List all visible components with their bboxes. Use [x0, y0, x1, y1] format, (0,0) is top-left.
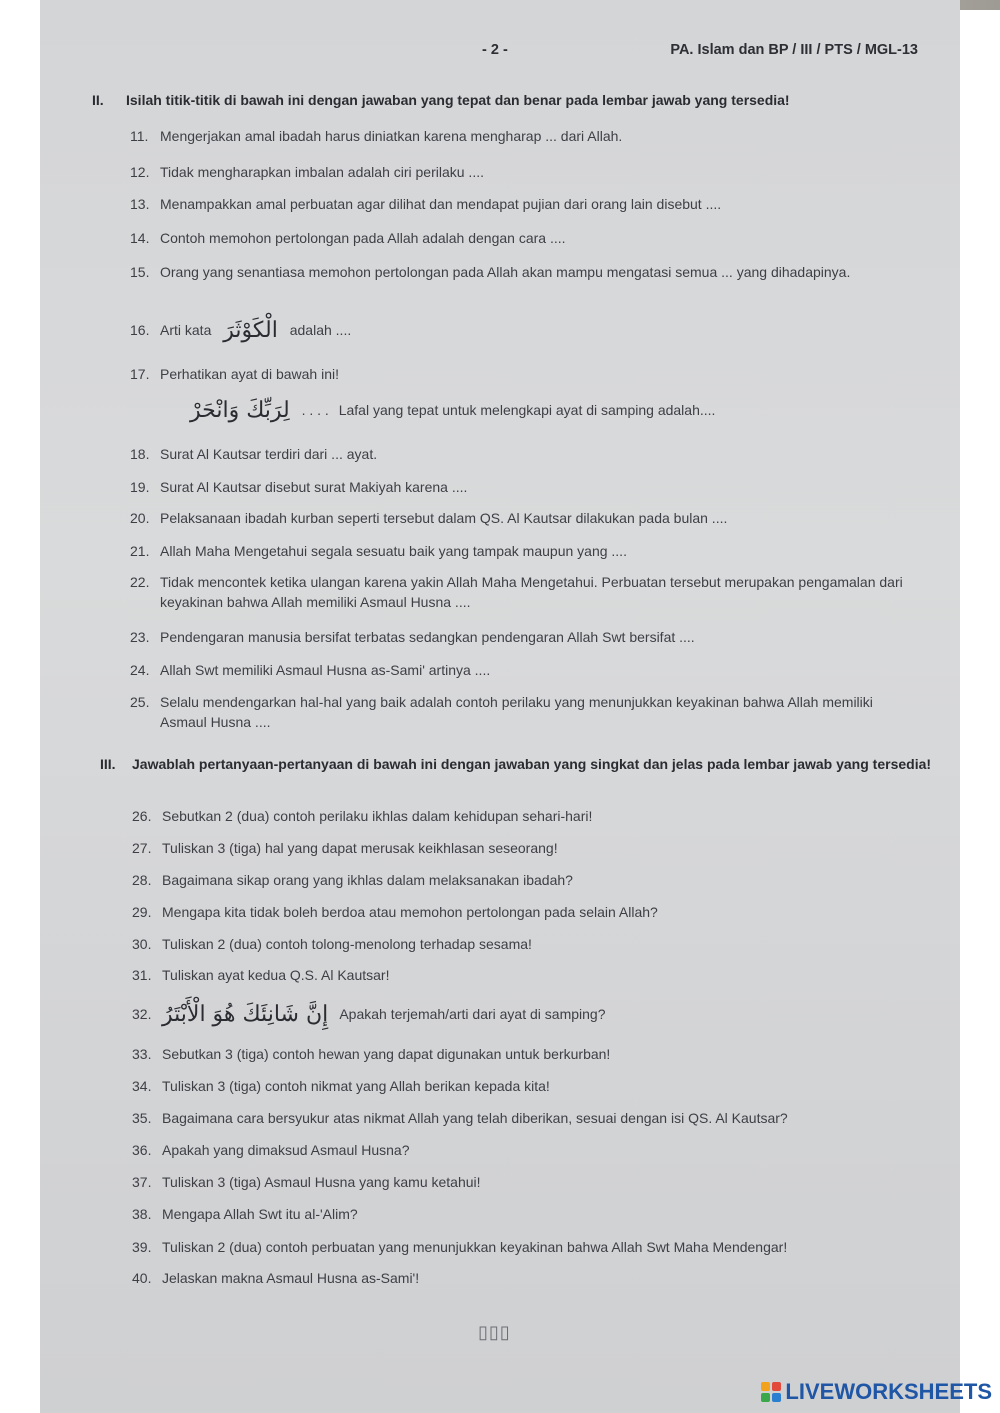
arabic-ayat: لِرَبِّكَ وَانْحَرْ: [190, 398, 290, 424]
question-number: 37.: [132, 1174, 152, 1190]
question-text: Pelaksanaan ibadah kurban seperti tersebut dalam QS. Al Kautsar dilakukan pada bulan ....: [160, 510, 728, 526]
question-text: Tuliskan 3 (tiga) hal yang dapat merusak keikhlasan seseorang!: [162, 840, 558, 856]
question-number: 28.: [132, 872, 152, 888]
question-text: Allah Swt memiliki Asmaul Husna as-Sami' artinya ....: [160, 662, 491, 678]
question-number: 34.: [132, 1078, 152, 1094]
question-number: 11.: [130, 128, 149, 144]
question-text-after: Apakah terjemah/arti dari ayat di samping?: [339, 1006, 606, 1022]
section-3-numeral: III.: [100, 756, 116, 772]
question-number: 36.: [132, 1142, 152, 1158]
document-code: PA. Islam dan BP / III / PTS / MGL-13: [670, 42, 918, 58]
ayat-line: [190, 398, 945, 424]
question-number: 17.: [130, 366, 150, 382]
question-number: 15.: [130, 264, 150, 280]
question-text-before: Arti kata: [160, 322, 212, 338]
page-header: [40, 42, 960, 64]
question-text: [162, 1002, 917, 1028]
question-text: Bagaimana cara bersyukur atas nikmat Allah yang telah diberikan, sesuai dengan isi QS. Al Kautsar?: [162, 1110, 788, 1126]
question-text: Jelaskan makna Asmaul Husna as-Sami'!: [162, 1270, 420, 1286]
question-text: Lafal yang tepat untuk melengkapi ayat di samping adalah....: [338, 402, 716, 418]
section-3-instruction: Jawablah pertanyaan-pertanyaan di bawah ini dengan jawaban yang singkat dan jelas pada lembar jawab yang tersedia!: [132, 756, 932, 772]
page-end-ornament: ▯▯▯: [478, 1322, 511, 1342]
question-text: Contoh memohon pertolongan pada Allah adalah dengan cara ....: [160, 230, 566, 246]
question-text: Surat Al Kautsar terdiri dari ... ayat.: [160, 446, 378, 462]
question-number: 30.: [132, 936, 152, 952]
question-text: Tuliskan 2 (dua) contoh perbuatan yang menunjukkan keyakinan bahwa Allah Swt Maha Mendengar!: [162, 1239, 788, 1255]
question-number: 14.: [130, 230, 150, 246]
question-text: Selalu mendengarkan hal-hal yang baik adalah contoh perilaku yang menunjukkan keyakinan bahwa Allah memiliki Asmaul Husna ....: [160, 694, 873, 730]
question-text: [160, 318, 915, 344]
question-text: Apakah yang dimaksud Asmaul Husna?: [162, 1142, 410, 1158]
question-text: Sebutkan 2 (dua) contoh perilaku ikhlas dalam kehidupan sehari-hari!: [162, 808, 593, 824]
arabic-word: الْكَوْثَرَ: [223, 318, 278, 344]
question-number: 35.: [132, 1110, 152, 1126]
question-number: 32.: [132, 1006, 152, 1022]
question-text: Tuliskan 2 (dua) contoh tolong-menolong terhadap sesama!: [162, 936, 532, 952]
left-margin: [0, 0, 40, 1413]
worksheet-page: [40, 0, 960, 1413]
liveworksheets-logo-icon: [761, 1382, 781, 1402]
question-text: Pendengaran manusia bersifat terbatas sedangkan pendengaran Allah Swt bersifat ....: [160, 629, 695, 645]
question-number: 26.: [132, 808, 152, 824]
question-text: Sebutkan 3 (tiga) contoh hewan yang dapat digunakan untuk berkurban!: [162, 1046, 611, 1062]
question-text: Mengapa Allah Swt itu al-'Alim?: [162, 1206, 358, 1222]
arabic-ayat: إِنَّ شَانِئَكَ هُوَ الْأَبْتَرُ: [162, 1002, 329, 1028]
question-number: 20.: [130, 510, 150, 526]
question-text: Menampakkan amal perbuatan agar dilihat dan mendapat pujian dari orang lain disebut ....: [160, 196, 722, 212]
question-number: 33.: [132, 1046, 152, 1062]
question-number: 27.: [132, 840, 152, 856]
section-2-instruction: Isilah titik-titik di bawah ini dengan jawaban yang tepat dan benar pada lembar jawab yang tersedia!: [126, 92, 790, 108]
blank-dots: . . . .: [301, 402, 329, 418]
question-number: 38.: [132, 1206, 152, 1222]
question-number: 29.: [132, 904, 152, 920]
question-number: 40.: [132, 1270, 152, 1286]
question-text: Mengapa kita tidak boleh berdoa atau memohon pertolongan pada selain Allah?: [162, 904, 658, 920]
question-text: Allah Maha Mengetahui segala sesuatu baik yang tampak maupun yang ....: [160, 543, 627, 559]
section-2-numeral: II.: [92, 92, 104, 108]
question-number: 22.: [130, 574, 150, 590]
question-number: 39.: [132, 1239, 152, 1255]
question-text: Perhatikan ayat di bawah ini!: [160, 366, 339, 382]
question-text: Mengerjakan amal ibadah harus diniatkan karena mengharap ... dari Allah.: [160, 128, 623, 144]
page-number: - 2 -: [482, 42, 508, 58]
question-number: 18.: [130, 446, 150, 462]
question-number: 16.: [130, 322, 150, 338]
question-number: 13.: [130, 196, 150, 212]
question-text: Tuliskan 3 (tiga) contoh nikmat yang Allah berikan kepada kita!: [162, 1078, 550, 1094]
question-number: 31.: [132, 967, 152, 983]
question-text: Tidak mengharapkan imbalan adalah ciri perilaku ....: [160, 164, 484, 180]
watermark-text: LIVEWORKSHEETS: [785, 1379, 992, 1404]
question-number: 25.: [130, 694, 150, 710]
question-number: 23.: [130, 629, 150, 645]
question-number: 19.: [130, 479, 150, 495]
question-text: Tuliskan ayat kedua Q.S. Al Kautsar!: [162, 967, 390, 983]
liveworksheets-watermark: [761, 1380, 992, 1404]
question-text: Surat Al Kautsar disebut surat Makiyah karena ....: [160, 479, 468, 495]
question-number: 24.: [130, 662, 150, 678]
question-text: Tidak mencontek ketika ulangan karena yakin Allah Maha Mengetahui. Perbuatan tersebut merupakan pengamalan dari keyakinan bahwa Allah memiliki Asmaul Husna ....: [160, 574, 903, 610]
question-text: Bagaimana sikap orang yang ikhlas dalam melaksanakan ibadah?: [162, 872, 573, 888]
question-text: Orang yang senantiasa memohon pertolongan pada Allah akan mampu mengatasi semua ... yang dihadapinya.: [160, 264, 851, 280]
question-text: Tuliskan 3 (tiga) Asmaul Husna yang kamu ketahui!: [162, 1174, 481, 1190]
question-text-after: adalah ....: [289, 322, 352, 338]
question-number: 21.: [130, 543, 150, 559]
question-number: 12.: [130, 164, 150, 180]
